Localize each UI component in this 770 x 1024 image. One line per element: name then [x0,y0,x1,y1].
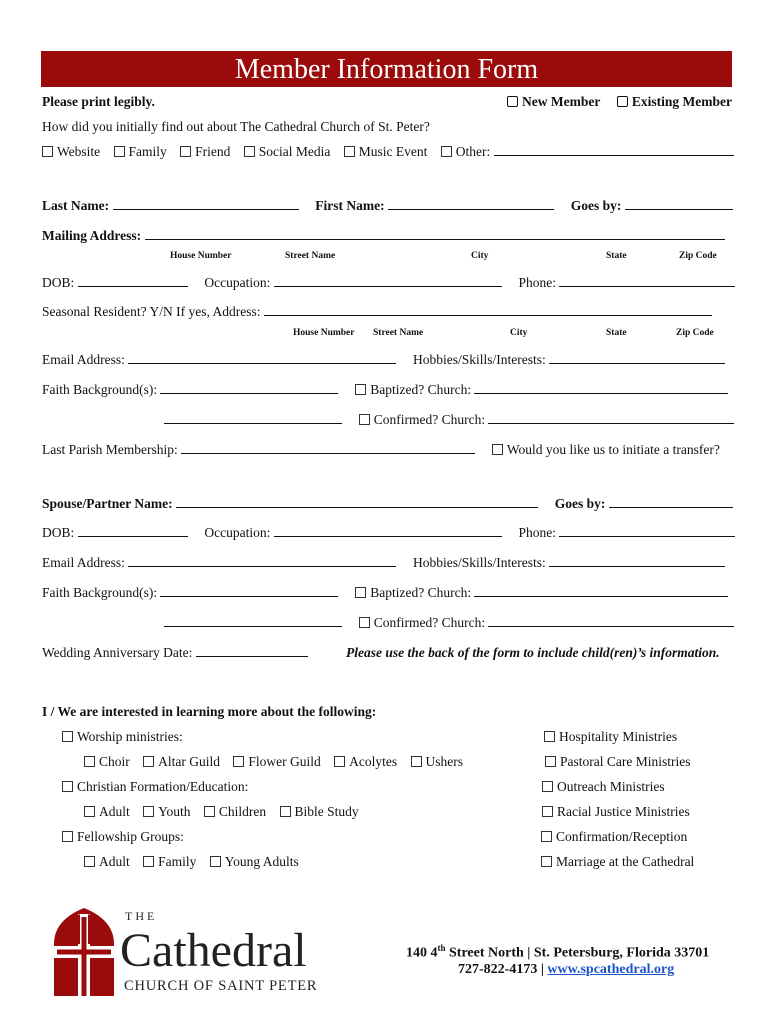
state-caption: State [606,251,627,261]
hospitality-checkbox[interactable] [544,731,555,742]
acolytes-label: Acolytes [349,754,398,769]
confirmed-label: Confirmed? Church: [373,412,486,427]
last-parish-label: Last Parish Membership: [42,442,178,457]
marriage-checkbox[interactable] [541,856,552,867]
confirmation-checkbox[interactable] [541,831,552,842]
spouse-phone-label: Phone: [518,525,557,540]
family-group-checkbox[interactable] [143,856,154,867]
member-status-options [507,94,732,110]
seasonal-state-caption: State [606,328,627,338]
fellowship-label: Fellowship Groups: [77,829,184,844]
outreach-item [542,779,665,795]
youth-label: Youth [158,804,191,819]
bible-study-checkbox[interactable] [280,806,291,817]
formation-label: Christian Formation/Education: [77,779,249,794]
seasonal-street-name-caption: Street Name [373,328,424,338]
logo-name: Cathedral [120,924,307,977]
faith-label: Faith Background(s): [42,382,158,397]
spouse-baptized-label: Baptized? Church: [370,585,472,600]
spouse-dob-field[interactable] [78,525,188,537]
footer-address-suffix: th [437,943,446,953]
other-checkbox[interactable] [441,146,452,157]
footer-separator: | [537,962,548,977]
goes-by-field[interactable] [625,198,733,210]
spouse-faith-field-2[interactable] [164,615,342,627]
spouse-faith-label: Faith Background(s): [42,585,158,600]
wedding-label: Wedding Anniversary Date: [42,645,193,660]
fellowship-checkbox[interactable] [62,831,73,842]
choir-checkbox[interactable] [84,756,95,767]
spouse-label: Spouse/Partner Name: [42,496,173,511]
cross-window-icon [54,908,114,996]
friend-checkbox[interactable] [180,146,191,157]
spouse-baptized-church-field[interactable] [474,585,728,597]
spouse-confirmed-label: Confirmed? Church: [373,615,486,630]
formation-adult-checkbox[interactable] [84,806,95,817]
mailing-address-label: Mailing Address: [42,228,142,243]
hospitality-item [544,729,677,745]
seasonal-row [42,304,712,320]
other-field[interactable] [494,144,734,156]
spouse-hobbies-label: Hobbies/Skills/Interests: [413,555,546,570]
goes-by-label: Goes by: [570,198,622,213]
city-caption: City [471,251,489,261]
seasonal-city-caption: City [510,328,528,338]
spouse-goes-by-label: Goes by: [554,496,606,511]
wedding-row [42,645,308,661]
confirmed-church-field[interactable] [488,412,734,424]
worship-items [84,754,463,770]
footer-address-rest: Street North | St. Petersburg, Florida 33701 [445,945,710,961]
existing-member-checkbox[interactable] [617,96,628,107]
spouse-phone-field[interactable] [559,525,735,537]
last-parish-row [42,442,720,458]
form-title: Member Information Form [41,51,732,87]
mailing-row [42,228,725,244]
baptized-church-field[interactable] [474,382,728,394]
confirmation-item [541,829,687,845]
phone-label: Phone: [518,275,557,290]
footer-contact [458,962,674,978]
transfer-label: Would you like us to initiate a transfer? [506,442,720,457]
children-checkbox[interactable] [204,806,215,817]
spouse-occupation-label: Occupation: [204,525,271,540]
house-number-caption: House Number [170,251,232,261]
first-name-field[interactable] [388,198,554,210]
last-name-field[interactable] [113,198,299,210]
music-event-checkbox[interactable] [344,146,355,157]
email-row [42,352,725,368]
racial-justice-item [542,804,690,820]
spouse-email-label: Email Address: [42,555,125,570]
pastoral-care-label: Pastoral Care Ministries [560,754,691,769]
fellowship-adult-checkbox[interactable] [84,856,95,867]
logo-the: THE [125,909,158,923]
worship-checkbox[interactable] [62,731,73,742]
seasonal-label: Seasonal Resident? Y/N If yes, Address: [42,304,261,319]
bible-study-label: Bible Study [294,804,359,819]
children-note: Please use the back of the form to include child(ren)’s information. [346,645,720,660]
formation-checkbox[interactable] [62,781,73,792]
first-name-label: First Name: [315,198,385,213]
spouse-dob-row [42,525,735,541]
family-label: Family [128,144,167,159]
children-label: Children [218,804,267,819]
choir-label: Choir [99,754,130,769]
young-adults-checkbox[interactable] [210,856,221,867]
formation-adult-label: Adult [99,804,130,819]
spouse-faith-field[interactable] [160,585,338,597]
acolytes-checkbox[interactable] [334,756,345,767]
website-link[interactable]: www.spcathedral.org [547,962,675,977]
other-label: Other: [455,144,491,159]
spouse-occupation-field[interactable] [274,525,502,537]
footer-address-number: 140 4 [406,945,438,961]
outreach-label: Outreach Ministries [557,779,665,794]
young-adults-label: Young Adults [224,854,299,869]
cathedral-logo [54,908,324,996]
flower-guild-label: Flower Guild [248,754,321,769]
altar-guild-checkbox[interactable] [143,756,154,767]
fellowship-row [62,829,184,845]
spouse-hobbies-field[interactable] [549,555,725,567]
street-name-caption: Street Name [285,251,336,261]
dob-field[interactable] [78,275,188,287]
confirmed-checkbox[interactable] [359,414,370,425]
dob-row [42,275,735,291]
ushers-checkbox[interactable] [411,756,422,767]
spouse-faith-row [42,585,728,601]
new-member-checkbox[interactable] [507,96,518,107]
pastoral-care-item [545,754,690,770]
seasonal-zip-code-caption: Zip Code [676,328,714,338]
worship-row [62,729,183,745]
marriage-item [541,854,694,870]
occupation-field[interactable] [274,275,502,287]
formation-row [62,779,248,795]
social-media-checkbox[interactable] [244,146,255,157]
pastoral-care-checkbox[interactable] [545,756,556,767]
seasonal-house-number-caption: House Number [293,328,355,338]
youth-checkbox[interactable] [143,806,154,817]
existing-member-label: Existing Member [631,94,732,109]
confirmation-label: Confirmation/Reception [556,829,688,844]
last-name-label: Last Name: [42,198,110,213]
dob-label: DOB: [42,275,75,290]
hobbies-field[interactable] [549,352,725,364]
print-note: Please print legibly. [42,94,155,109]
spouse-confirmed-checkbox[interactable] [359,617,370,628]
spouse-name-field[interactable] [176,496,538,508]
logo-subtitle: CHURCH OF SAINT PETER [124,978,318,994]
formation-items [84,804,359,820]
spouse-confirmed-row [164,615,734,631]
website-checkbox[interactable] [42,146,53,157]
spouse-row [42,496,733,512]
found-options [42,144,734,160]
zip-code-caption: Zip Code [679,251,717,261]
last-parish-field[interactable] [181,442,475,454]
racial-justice-checkbox[interactable] [542,806,553,817]
family-group-label: Family [158,854,197,869]
hobbies-label: Hobbies/Skills/Interests: [413,352,546,367]
social-media-label: Social Media [258,144,331,159]
ushers-label: Ushers [425,754,464,769]
confirmed-row [164,412,734,428]
family-checkbox[interactable] [114,146,125,157]
baptized-checkbox[interactable] [355,384,366,395]
altar-guild-label: Altar Guild [158,754,221,769]
spouse-goes-by-field[interactable] [609,496,733,508]
music-event-label: Music Event [358,144,428,159]
baptized-label: Baptized? Church: [370,382,472,397]
footer-phone: 727-822-4173 [458,962,538,977]
spouse-dob-label: DOB: [42,525,75,540]
racial-justice-label: Racial Justice Ministries [557,804,690,819]
wedding-field[interactable] [196,645,308,657]
spouse-email-row [42,555,725,571]
email-label: Email Address: [42,352,125,367]
faith-field[interactable] [160,382,338,394]
phone-field[interactable] [559,275,735,287]
faith-row [42,382,728,398]
website-label: Website [57,144,101,159]
hospitality-label: Hospitality Ministries [559,729,678,744]
flower-guild-checkbox[interactable] [233,756,244,767]
friend-label: Friend [195,144,231,159]
marriage-label: Marriage at the Cathedral [556,854,695,869]
faith-field-2[interactable] [164,412,342,424]
fellowship-items [84,854,299,870]
mailing-address-field[interactable] [145,228,725,240]
new-member-label: New Member [522,94,601,109]
name-row [42,198,733,214]
email-field[interactable] [128,352,396,364]
footer-address [406,943,709,962]
spouse-email-field[interactable] [128,555,396,567]
fellowship-adult-label: Adult [99,854,130,869]
occupation-label: Occupation: [204,275,271,290]
transfer-checkbox[interactable] [492,444,503,455]
seasonal-address-field[interactable] [264,304,712,316]
interests-heading: I / We are interested in learning more about the following: [42,704,377,719]
found-question: How did you initially find out about The Cathedral Church of St. Peter? [42,119,430,134]
outreach-checkbox[interactable] [542,781,553,792]
spouse-confirmed-church-field[interactable] [488,615,734,627]
spouse-baptized-checkbox[interactable] [355,587,366,598]
worship-label: Worship ministries: [77,729,183,744]
